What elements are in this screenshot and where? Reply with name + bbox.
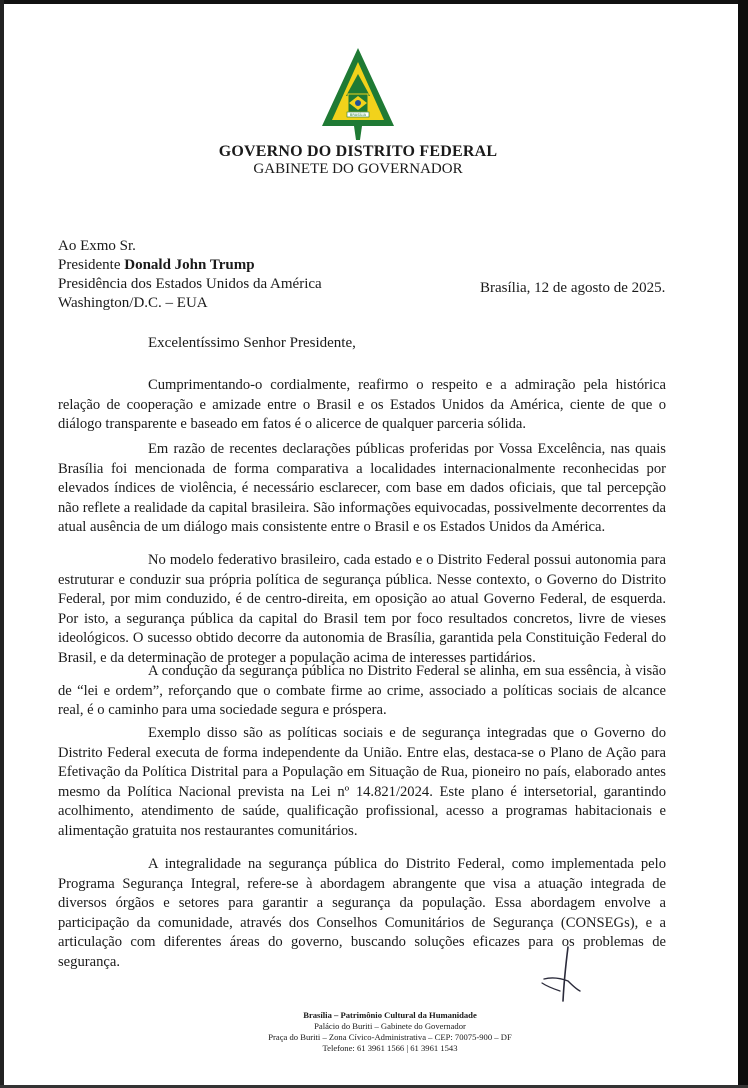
footer-line-1: Brasília – Patrimônio Cultural da Humanidade xyxy=(303,1010,477,1020)
letterhead-title: GOVERNO DO DISTRITO FEDERAL xyxy=(218,143,498,160)
paragraph-1: Cumprimentando-o cordialmente, reafirmo o respeito e a admiração pela histórica relação de cooperação e amizade entre o Brasil e os Estados Unidos da América, ciente de que o diálogo transparente e baseado em fatos é o alicerce de qualquer parceria sólida. xyxy=(58,377,666,433)
salutation: Excelentíssimo Senhor Presidente, xyxy=(148,335,356,351)
recipient-block xyxy=(58,237,322,313)
paragraph-6: A integralidade na segurança pública do Distrito Federal, como implementada pelo Programa Segurança Integral, refere-se à abordagem abrangente que visa a atuação integrada de diversos órgãos e setores para garantir a segurança da população. Essa abordagem envolve a participação da comunidade, através dos Conselhos Comunitários de Segurança (CONSEGs), e a articulação com diferentes áreas do governo, buscando soluções eficazes para os problemas de segurança. xyxy=(58,856,666,970)
letterhead-subtitle: GABINETE DO GOVERNADOR xyxy=(253,161,463,177)
scan-border-right xyxy=(738,0,748,1088)
footer-line-3: Praça do Buriti – Zona Cívico-Administrativa – CEP: 70075-900 – DF xyxy=(268,1032,512,1042)
paragraph-5: Exemplo disso são as políticas sociais e de segurança integradas que o Governo do Distrito Federal executa de forma independente da União. Entre elas, destaca-se o Plano de Ação para Efetivação da Política Distrital para a População em Situação de Rua, pioneiro no país, elaborado antes mesmo da Política Nacional prevista na Lei nº 14.821/2024. Este plano é intersetorial, garantindo acolhimento, atendimento de saúde, qualificação profissional, acesso a programas habitacionais e alimentação gratuita nos restaurantes comunitários. xyxy=(58,725,666,839)
paragraph-3: No modelo federativo brasileiro, cada estado e o Distrito Federal possui autonomia para estruturar e conduzir sua própria política de segurança pública. Nesse contexto, o Governo do Distrito Federal, por mim conduzido, é de centro-direita, em oposição ao atual Governo Federal, de esquerda. Por isto, a segurança pública da capital do Brasil tem por foco resultados concretos, livre de vieses ideológicos. O sucesso obtido decorre da autonomia de Brasília, garantida pela Constituição Federal do Brasil, e da determinação de proteger a população acima de interesses partidários. xyxy=(58,552,666,666)
recipient-name: Donald John Trump xyxy=(124,257,255,273)
recipient-line-3: Presidência dos Estados Unidos da América xyxy=(58,276,322,292)
letter-date: Brasília, 12 de agosto de 2025. xyxy=(480,280,666,296)
recipient-line-4: Washington/D.C. – EUA xyxy=(58,295,208,311)
paragraph-2: Em razão de recentes declarações públicas proferidas por Vossa Excelência, nas quais Brasília foi mencionada de forma comparativa a localidades internacionalmente reconhecidas por elevados índices de violência, é necessário esclarecer, com base em dados oficiais, que tal percepção não reflete a realidade da capital brasileira. São informações equivocadas, possivelmente decorrentes da atual ausência de um diálogo mais consistente entre o Brasil e os Estados Unidos da América. xyxy=(58,441,666,536)
footer-line-2: Palácio do Buriti – Gabinete do Governador xyxy=(314,1021,466,1031)
signature-mark-icon xyxy=(538,945,588,1005)
footer-line-4: Telefone: 61 3961 1566 | 61 3961 1543 xyxy=(322,1043,458,1053)
recipient-title: Presidente xyxy=(58,257,125,273)
recipient-line-1: Ao Exmo Sr. xyxy=(58,238,136,254)
paragraph-4: A condução da segurança pública no Distrito Federal se alinha, em sua essência, à visão de “lei e ordem”, reforçando que o combate firme ao crime, associado a políticas sociais de alcance real, é o caminho para uma sociedade segura e próspera. xyxy=(58,663,666,719)
emblem-text: BRASÍLIA xyxy=(349,113,367,117)
brasilia-emblem-icon xyxy=(318,44,398,144)
recipient-line-2 xyxy=(58,256,322,275)
scan-border-top xyxy=(0,0,748,4)
